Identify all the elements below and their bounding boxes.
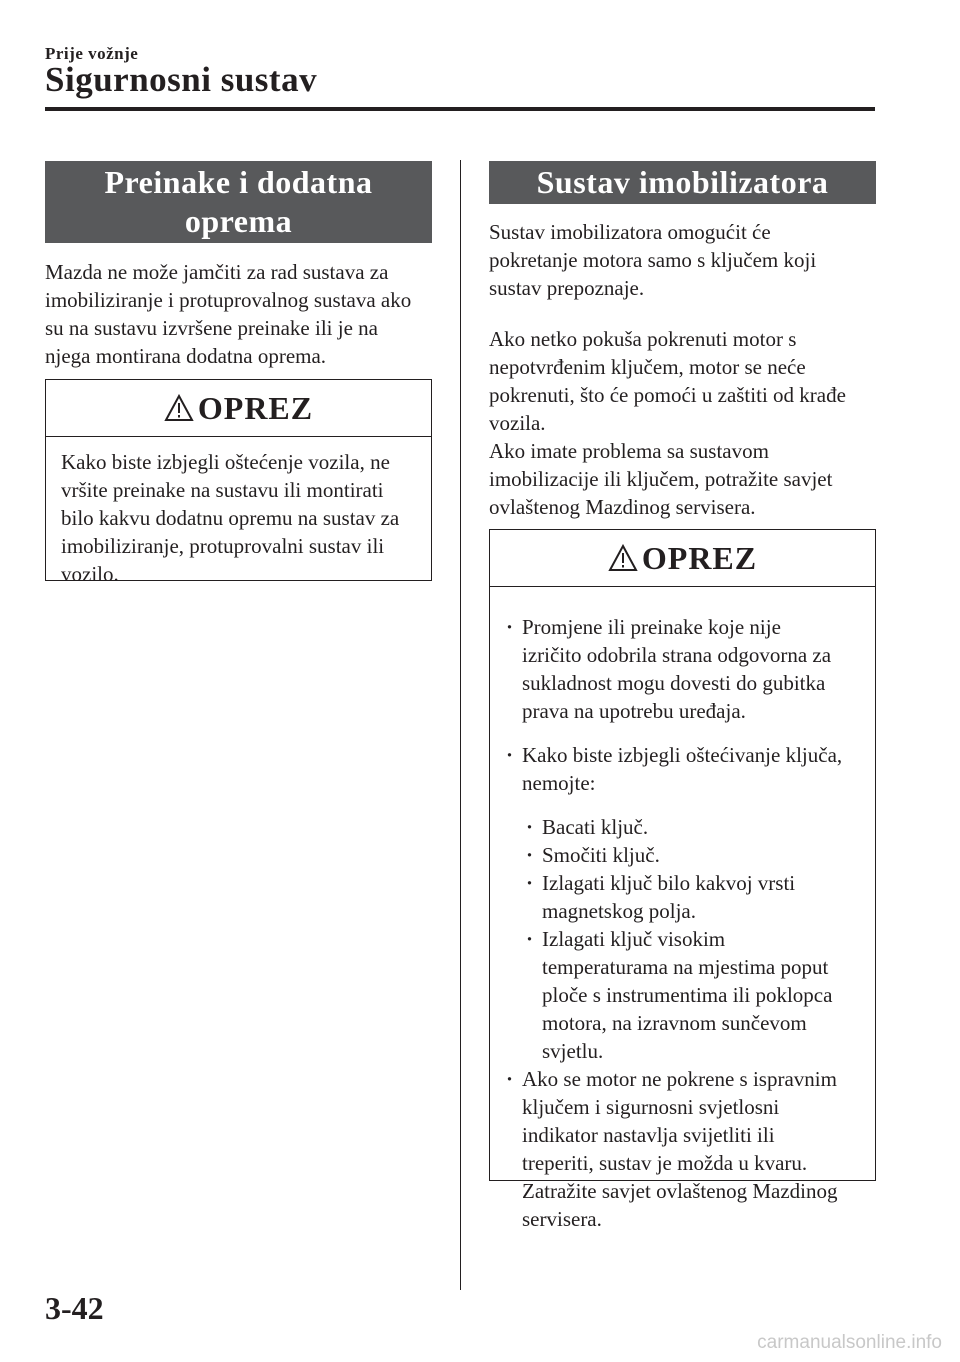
warning-triangle-icon xyxy=(164,394,194,422)
section-heading-immobilizer: Sustav imobilizatora xyxy=(489,161,876,204)
caution-title: OPREZ xyxy=(641,539,758,576)
section-heading-modifications xyxy=(45,161,432,243)
text-line: servisera. xyxy=(522,1207,602,1231)
right-paragraph-1 xyxy=(489,218,889,302)
text-line: vršite preinake na sustavu ili montirati xyxy=(61,478,384,502)
text-line: bilo kakvu dodatnu opremu na sustav za xyxy=(61,506,400,530)
right-paragraph-2 xyxy=(489,325,889,521)
text-line: imobiliziranje i protuprovalnog sustava ako xyxy=(45,288,412,312)
header-rule xyxy=(45,107,875,111)
text-line: njega montirana dodatna oprema. xyxy=(45,344,327,368)
left-paragraph xyxy=(45,258,445,370)
page-number: 3-42 xyxy=(45,1290,104,1326)
text-line: Ako netko pokuša pokrenuti motor s xyxy=(489,327,797,351)
text-line: pokretanje motora samo s ključem koji xyxy=(489,248,817,272)
text-line: su na sustavu izvršene preinake ili je na xyxy=(45,316,378,340)
bullet-item xyxy=(490,1065,871,1233)
text-line: ploče s instrumentima ili poklopca xyxy=(542,983,833,1007)
text-line: nepotvrđenim ključem, motor se neće xyxy=(489,355,806,379)
text-line: prava na upotrebu uređaja. xyxy=(522,699,746,723)
text-line: ovlaštenog Mazdinog servisera. xyxy=(489,495,756,519)
text-line: Mazda ne može jamčiti za rad sustava za xyxy=(45,260,389,284)
text-line: · Kako biste izbjegli oštećivanje ključa, xyxy=(522,743,843,767)
text-line: · Smočiti ključ. xyxy=(542,843,660,867)
text-line: imobiliziranje, protuprovalni sustav ili xyxy=(61,534,385,558)
text-line: treperiti, sustav je možda u kvaru. xyxy=(522,1151,808,1175)
text-line: · Izlagati ključ bilo kakvoj vrsti xyxy=(542,871,796,895)
text-line: sustav prepoznaje. xyxy=(489,276,645,300)
bullet-item xyxy=(490,613,871,725)
text-line: motora, na izravnom sunčevom xyxy=(542,1011,807,1035)
caution-header xyxy=(46,380,431,437)
sub-bullet-item xyxy=(490,869,871,925)
caution-body xyxy=(490,587,875,1233)
text-line: vozila. xyxy=(489,411,546,435)
text-line: vozilo. xyxy=(61,562,119,586)
text-line: pokrenuti, što će pomoći u zaštiti od krađe xyxy=(489,383,846,407)
watermark: carmanualsonline.info xyxy=(757,1332,942,1353)
text-line: temperaturama na mjestima poput xyxy=(542,955,829,979)
warning-triangle-icon xyxy=(608,544,638,572)
caution-box-left xyxy=(45,379,432,586)
section-label: Prije vožnje xyxy=(45,44,139,63)
text-line: ključem i sigurnosni svjetlosni xyxy=(522,1095,780,1119)
text-line: sukladnost mogu dovesti do gubitka xyxy=(522,671,826,695)
caution-header xyxy=(490,530,875,587)
text-line: · Ako se motor ne pokrene s ispravnim xyxy=(522,1067,837,1091)
chapter-title: Sigurnosni sustav xyxy=(45,60,318,99)
bullet-item xyxy=(490,741,871,797)
text-line: · Bacati ključ. xyxy=(542,815,649,839)
text-line: Sustav imobilizatora omogućit će xyxy=(489,220,771,244)
column-divider xyxy=(460,160,461,1290)
text-line: svjetlu. xyxy=(542,1039,604,1063)
text-line: imobilizacije ili ključem, potražite savjet xyxy=(489,467,833,491)
text-line: Zatražite savjet ovlaštenog Mazdinog xyxy=(522,1179,838,1203)
text-line: · Promjene ili preinake koje nije xyxy=(522,615,781,639)
text-line: nemojte: xyxy=(522,771,596,795)
text-line: Ako imate problema sa sustavom xyxy=(489,439,769,463)
text-line: izričito odobrila strana odgovorna za xyxy=(522,643,832,667)
caution-title: OPREZ xyxy=(197,389,314,426)
heading-line: Preinake i dodatna xyxy=(104,164,373,200)
heading-line: oprema xyxy=(184,203,293,239)
text-line: indikator nastavlja svijetliti ili xyxy=(522,1123,775,1147)
caution-box-right xyxy=(489,529,876,1231)
text-line: · Izlagati ključ visokim xyxy=(542,927,726,951)
sub-bullet-item xyxy=(490,841,871,869)
text-line: magnetskog polja. xyxy=(542,899,696,923)
caution-body xyxy=(46,437,431,588)
sub-bullet-item xyxy=(490,925,871,1065)
text-line: Kako biste izbjegli oštećenje vozila, ne xyxy=(61,450,390,474)
sub-bullet-item xyxy=(490,813,871,841)
